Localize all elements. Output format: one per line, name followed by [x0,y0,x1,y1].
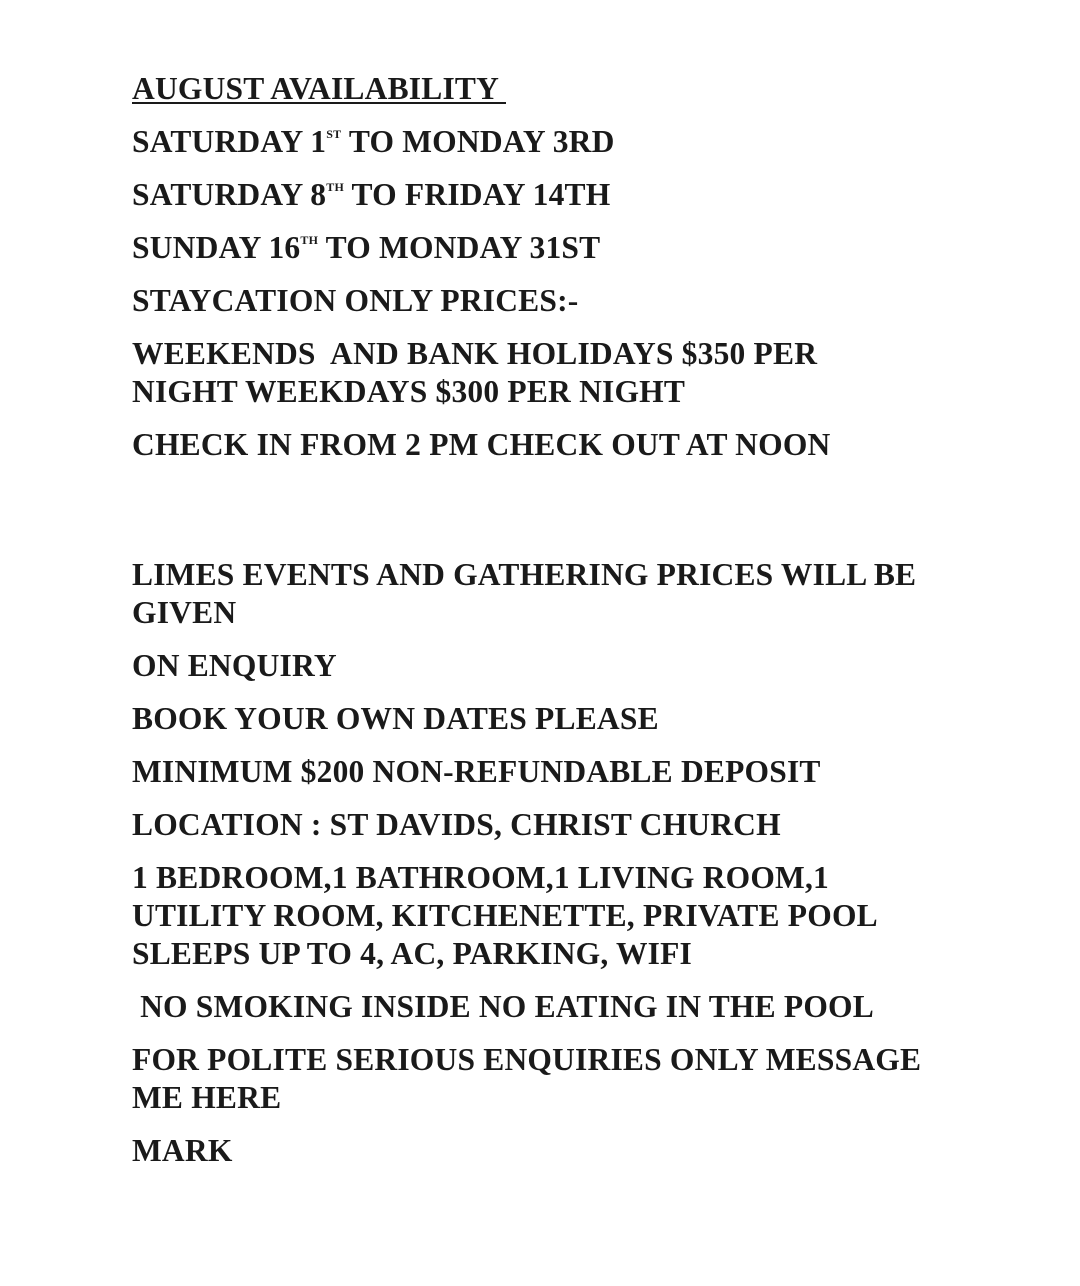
amenities-line: UTILITY ROOM, KITCHENETTE, PRIVATE POOL [132,898,878,933]
rates-line: WEEKENDS AND BANK HOLIDAYS $350 PER [132,336,818,371]
date-range-end: TO MONDAY 31ST [318,230,601,265]
date-ordinal-suffix: ST [326,127,342,141]
date-range-start: SATURDAY 1 [132,124,327,159]
events-paragraph [132,556,962,632]
date-ordinal-suffix: TH [300,233,319,247]
date-range-start: SATURDAY 8 [132,177,327,212]
contact-line: ME HERE [132,1080,282,1115]
contact-paragraph [132,1041,962,1117]
events-line: GIVEN [132,595,237,630]
date-range [132,123,962,161]
date-range-end: TO MONDAY 3RD [341,124,615,159]
prices-heading: STAYCATION ONLY PRICES:- [132,283,579,318]
events-enquiry: ON ENQUIRY [132,648,337,683]
date-range [132,176,962,214]
house-rules: NO SMOKING INSIDE NO EATING IN THE POOL [132,989,874,1024]
contact-line: FOR POLITE SERIOUS ENQUIRIES ONLY MESSAGE [132,1042,922,1077]
amenities-paragraph [132,859,962,973]
events-line: LIMES EVENTS AND GATHERING PRICES WILL BE [132,557,917,592]
amenities-line: 1 BEDROOM,1 BATHROOM,1 LIVING ROOM,1 [132,860,830,895]
document [132,70,962,1185]
checkin-info: CHECK IN FROM 2 PM CHECK OUT AT NOON [132,427,831,462]
date-range-start: SUNDAY 16 [132,230,301,265]
date-range-end: TO FRIDAY 14TH [344,177,611,212]
amenities-line: SLEEPS UP TO 4, AC, PARKING, WIFI [132,936,693,971]
document-title: AUGUST AVAILABILITY [132,71,506,106]
deposit-info: MINIMUM $200 NON-REFUNDABLE DEPOSIT [132,754,821,789]
section-spacer [132,479,962,556]
signature: MARK [132,1133,233,1168]
rates-line: NIGHT WEEKDAYS $300 PER NIGHT [132,374,686,409]
location-info: LOCATION : ST DAVIDS, CHRIST CHURCH [132,807,781,842]
booking-own-dates: BOOK YOUR OWN DATES PLEASE [132,701,659,736]
date-range [132,229,962,267]
date-ordinal-suffix: TH [326,180,344,194]
rates-paragraph [132,335,962,411]
